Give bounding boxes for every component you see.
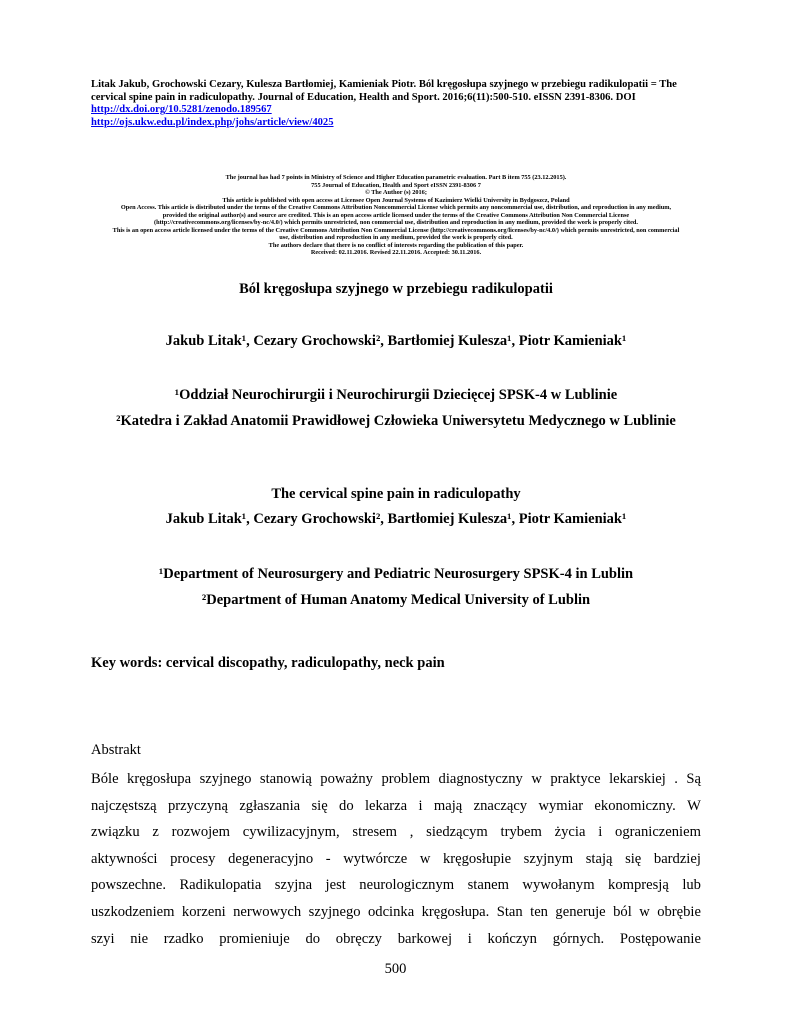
word: ekonomiczny. [594, 797, 676, 814]
abstract-line [91, 766, 701, 793]
word: z [152, 824, 159, 841]
abstract-line-text [91, 872, 701, 899]
journal-info-line: provided the original author(s) and source are credited. This is an open access article licensed under the terms of the Creative Commons Attribution Non Commercial License [162, 211, 630, 219]
word: Bóle [91, 771, 119, 787]
doi-link[interactable]: http://dx.doi.org/10.5281/zenodo.189567 [91, 104, 272, 116]
abstract-line [91, 819, 701, 846]
word: jest [325, 877, 346, 894]
journal-info-line: use, distribution and reproduction in any medium, provided the work is properly cited. [279, 234, 513, 241]
word: wymiar [538, 797, 584, 814]
journal-info-line: © The Author (s) 2016; [365, 189, 427, 196]
word: Postępowanie [619, 930, 701, 947]
word: mają [433, 797, 463, 814]
journal-info-line: Received: 02.11.2016. Revised 22.11.2016. Accepted: 30.11.2016. [310, 249, 482, 256]
word: odcinka [367, 903, 415, 920]
word: - [325, 850, 331, 867]
word: Są [686, 771, 701, 787]
abstract-body [91, 766, 701, 952]
word: kończyn [487, 930, 537, 947]
abstract-line [91, 899, 701, 926]
word: w [639, 903, 650, 920]
word: szyi [91, 930, 115, 947]
word: się [625, 850, 642, 867]
keywords: Key words: cervical discopathy, radiculopathy, neck pain [91, 655, 445, 671]
word: szyjnego [199, 771, 252, 787]
polish-authors: Jakub Litak¹, Cezary Grochowski², Bartłomiej Kulesza¹, Piotr Kamieniak¹ [165, 333, 627, 349]
abstract-heading: Abstrakt [91, 742, 141, 758]
english-authors: Jakub Litak¹, Cezary Grochowski², Bartłomiej Kulesza¹, Piotr Kamieniak¹ [165, 511, 627, 527]
word: ten [530, 903, 548, 920]
word: uszkodzeniem [91, 903, 175, 920]
word: stanowią [259, 771, 312, 787]
english-affiliation-1: ¹Department of Neurosurgery and Pediatric Neurosurgery SPSK-4 in Lublin [158, 566, 634, 582]
journal-info-line: This article is published with open access at Licensee Open Journal Systems of Kazimierz Wielki University in Bydgoszcz, Poland [222, 196, 570, 204]
journal-info-line: (http://creativecommons.org/licenses/by-nc/4.0/) which permits unrestricted, non commercial use, distribution and reproduction in any medium, provided the work is properly cited. [153, 219, 639, 226]
word: korzeni [181, 903, 226, 920]
word: W [687, 797, 701, 814]
word: problem [381, 771, 431, 787]
word: szyjnym [523, 850, 574, 867]
citation-line: Litak Jakub, Grochowski Cezary, Kulesza Bartłomiej, Kamieniak Piotr. Ból kręgosłupa szyjnego w przebiegu radikulopatii = The [91, 79, 677, 90]
word: . [674, 771, 678, 787]
journal-info-line: The journal has had 7 points in Ministry of Science and Higher Education parametric evaluation. Part B item 755 (23.12.2015). [225, 174, 567, 181]
citation-block [91, 79, 701, 129]
word: praktyce [550, 771, 601, 787]
abstract-line-text [91, 766, 701, 793]
abstract-line-text [91, 793, 701, 820]
word: nerwowych [233, 903, 302, 920]
journal-info-line: This is an open access article licensed under the terms of the Creative Commons Attribution Non Commercial License (http://creativecommons.org/licenses/by-nc/4.0/) which permits unrestricted, non commercial [112, 226, 680, 234]
word: najczęstszą [91, 797, 157, 814]
word: życia [554, 824, 586, 841]
word: lekarza [365, 797, 408, 814]
word: zgłaszania [239, 797, 301, 814]
word: szyjnego [308, 903, 361, 920]
polish-title: Ból kręgosłupa szyjnego w przebiegu radikulopatii [239, 281, 553, 297]
word: powszechne. [91, 877, 166, 894]
word: kręgosłupie [442, 850, 512, 867]
word: stresem [352, 824, 397, 841]
word: znaczący [473, 797, 528, 814]
word: siedzącym [426, 824, 488, 841]
journal-info-block [91, 174, 701, 257]
word: rozwojem [171, 824, 230, 841]
word: generuje [555, 903, 606, 920]
abstract-line [91, 926, 701, 953]
abstract-line-text [91, 926, 701, 953]
word: przyczyną [168, 797, 228, 814]
word: w [419, 850, 431, 867]
word: się [311, 797, 328, 814]
abstract-line [91, 793, 701, 820]
word: i [598, 824, 603, 841]
word: stanem [467, 877, 509, 894]
word: nie [130, 930, 149, 947]
word: ograniczeniem [615, 824, 701, 841]
word: , [409, 824, 414, 841]
word: do [305, 930, 321, 947]
word: związku [91, 824, 140, 841]
word: procesy [170, 850, 216, 867]
word: wywołanym [522, 877, 595, 894]
word: stają [585, 850, 613, 867]
word: do [339, 797, 354, 814]
word: bardziej [653, 850, 701, 867]
word: lub [682, 877, 701, 894]
english-affiliation-2: ²Department of Human Anatomy Medical University of Lublin [201, 592, 591, 608]
polish-affiliation-2: ²Katedra i Zakład Anatomii Prawidłowej Człowieka Uniwersytetu Medycznego w Lublinie [116, 413, 676, 429]
word: rzadko [163, 930, 204, 947]
word: Radikulopatia [179, 877, 262, 894]
abstract-line-text [91, 846, 701, 873]
word: degeneracyjno [228, 850, 314, 867]
word: kompresją [608, 877, 669, 894]
word: szyjna [274, 877, 313, 894]
word: kręgosłupa. [421, 903, 490, 920]
word: w [531, 771, 542, 787]
word: cywilizacyjnym, [242, 824, 340, 841]
word: ból [613, 903, 632, 920]
word: promieniuje [219, 930, 290, 947]
word: obrębie [657, 903, 701, 920]
word: poważny [320, 771, 373, 787]
word: obręczy [335, 930, 382, 947]
word: górnych. [552, 930, 605, 947]
abstract-line [91, 872, 701, 899]
page-number: 500 [384, 961, 407, 977]
journal-info-line: 755 Journal of Education, Health and Sport eISSN 2391-8306 7 [311, 181, 481, 189]
word: lekarskiej [609, 771, 666, 787]
abstract-line-text [91, 899, 701, 926]
word: barkowej [397, 930, 453, 947]
word: neurologicznym [359, 877, 455, 894]
word: i [418, 797, 423, 814]
word: Stan [496, 903, 523, 920]
word: wytwórcze [343, 850, 408, 867]
word: aktywności [91, 850, 158, 867]
article-link[interactable]: http://ojs.ukw.edu.pl/index.php/johs/article/view/4025 [91, 116, 334, 128]
abstract-line-text [91, 819, 701, 846]
word: i [467, 930, 472, 947]
citation-line: cervical spine pain in radiculopathy. Journal of Education, Health and Sport. 2016;6(11):500-510. eISSN 2391-8306. DOI [91, 91, 636, 103]
journal-info-line: The authors declare that there is no conflict of interests regarding the publication of this paper. [268, 241, 524, 249]
abstract-line [91, 846, 701, 873]
english-title: The cervical spine pain in radiculopathy [271, 486, 521, 502]
word: kręgosłupa [127, 771, 192, 787]
polish-affiliation-1: ¹Oddział Neurochirurgii i Neurochirurgii Dziecięcej SPSK-4 w Lublinie [174, 387, 618, 403]
word: diagnostyczny [438, 771, 523, 787]
word: trybem [500, 824, 542, 841]
journal-info-line: Open Access. This article is distributed under the terms of the Creative Commons Attribution Noncommercial License which permits any noncommercial use, distribution, and reproduction in any medium, [120, 204, 672, 211]
